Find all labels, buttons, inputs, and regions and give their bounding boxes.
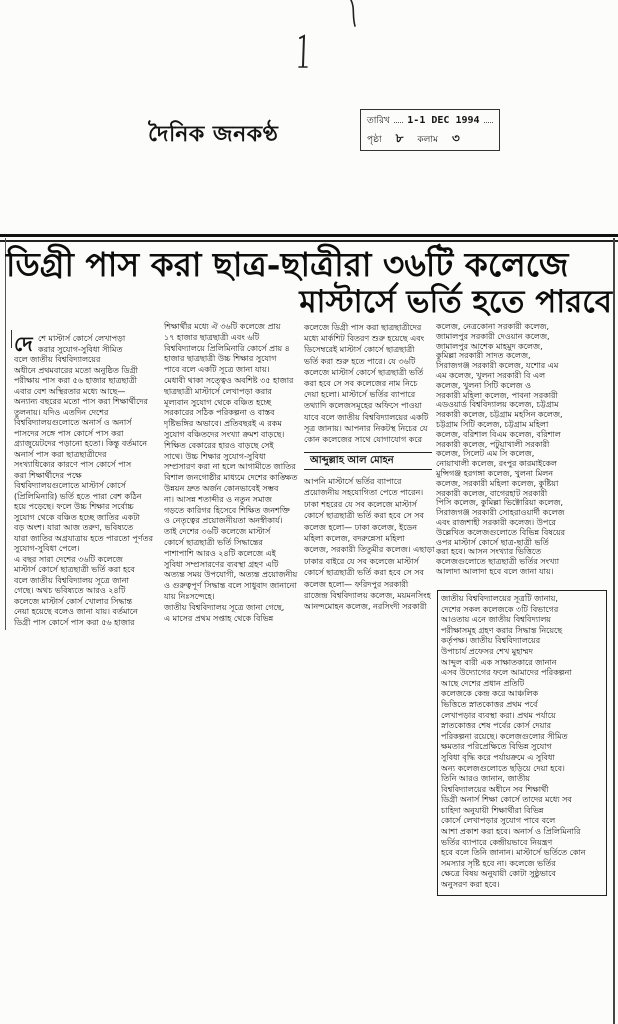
text-line: সংখ্যাধিক্যের কারণে পাস কোর্সে পাস xyxy=(14,460,132,469)
text-line: সমস্যার সৃষ্টি হবে না। কলেজে ভর্তির xyxy=(441,858,556,868)
headline-line-1: ডিগ্রী পাস করা ছাত্র-ছাত্রীরা ৩৬টি কলেজে xyxy=(6,245,569,284)
text-line: কলেজ, বরিশাল বিএম কলেজ, বরিশাল xyxy=(436,429,561,439)
text-line: মাস্টার্স কোর্সে ছাত্রছাত্রী ভর্তি করা হবে xyxy=(14,565,135,574)
text-line: সিরাজগঞ্জ সরকারী সোহরাওয়ার্দী কলেজ xyxy=(436,508,565,518)
text-line: বিশ্ববিদ্যালয়গুলোতে মাস্টার্স কোর্সে xyxy=(14,481,126,490)
text-line: লেখাপড়ার ব্যবস্থা করা। প্রথম পর্যায়ে xyxy=(441,710,556,720)
text-line: সূত্র জানায়। আপনার নিকটস্থ নিচের যে xyxy=(304,423,428,433)
text-line: আছে দেশের প্রধান প্রতিটি xyxy=(441,678,525,688)
text-line: ডিসেম্বরেই মাস্টার্স কোর্সে ছাত্রছাত্রী xyxy=(304,345,415,355)
stamp-column-value: ৩ xyxy=(452,131,460,145)
text-line: এ বছর সারা দেশের ৩৬টি কলেজে xyxy=(14,554,123,564)
text-line: যারা জাতির অগ্রযাত্রায় হতে পারতো পূর্ণতর xyxy=(14,533,154,543)
text-line: করা হবে সে সব কলেজের নাম নিচে xyxy=(304,378,418,388)
text-line: বলে জাতীয় বিশ্ববিদ্যালয় সূত্রে জানা xyxy=(14,575,129,585)
text-line: কলেজ, সিলেট এম সি কলেজ, xyxy=(436,449,535,459)
text-line: এবং রাজশাহী সরকারী কলেজ। উপরে xyxy=(436,517,556,527)
article-column-3-bottom xyxy=(304,476,435,616)
text-line: মহিলা কলেজ, বদরুন্নেসা মহিলা xyxy=(304,533,405,543)
stamp-page-value: ৮ xyxy=(395,131,404,145)
text-line: কলেজ, সরকারী মহিলা কলেজ, কুষ্টিয়া xyxy=(436,478,559,488)
text-line: প্রয়োজনীয় সহযোগিতা পেতে পারেন। xyxy=(304,488,424,498)
text-line: হাজার ছাত্রছাত্রী উচ্চ শিক্ষার সুযোগ xyxy=(164,354,277,364)
text-line: বলে জাতীয় বিশ্ববিদ্যালয়ের xyxy=(14,355,101,364)
text-line: উল্লেখিত কলেজগুলোতে বিভিন্ন বিষয়ের xyxy=(436,527,566,537)
text-line: সুযোগ বঞ্চিতদের সংখ্যা ক্রমশ বাড়ছে। xyxy=(164,429,285,439)
text-line: বিশ্ববিদ্যালয়ের অধীনে সব শিক্ষার্থী xyxy=(441,784,549,794)
text-line: তিনি আরও জানান, জাতীয় xyxy=(441,774,530,784)
headline-line-2: মাস্টার্সে ভর্তি হতে পারবে xyxy=(299,284,612,320)
text-line: ভিত্তিতে স্নাতকোত্তর প্রথম পর্বে xyxy=(441,699,538,709)
newspaper-masthead: দৈনিক জনকণ্ঠ xyxy=(148,121,279,147)
text-line: এডওয়ার্ড বিশ্ববিদ্যালয় কলেজ, চট্টগ্রাম xyxy=(436,400,559,410)
clipping-stamp xyxy=(360,109,500,151)
scan-edge-left xyxy=(5,238,6,630)
text-line: ঢাকা শহরের যে সব কলেজে মাস্টার্স xyxy=(304,499,417,509)
text-line: অনুসরণ করা হবে। xyxy=(441,880,500,890)
text-line: গেছে। অথচ ভবিষ্যতে আরও ২৪টি xyxy=(14,586,126,595)
text-line: তথ্যাদি কলেজসমূহের অফিসে পাওয়া xyxy=(304,401,422,411)
text-line: জাতীয় বিশ্ববিদ্যালয়ের সূত্রটি জানায়, xyxy=(441,594,558,603)
stamp-page-row xyxy=(367,130,493,147)
text-line: রাজেন্দ্র বিশ্ববিদ্যালয় কলেজ, ময়মনসিংহ xyxy=(304,590,431,600)
text-line: কলেজ, সরকারী তিতুমীর কলেজ। এছাড়া xyxy=(304,545,435,555)
text-line: গ্র্যাজুয়েটদের পড়ানো হতো। কিন্তু বর্তমানে xyxy=(14,439,148,448)
text-line: অন্য কলেজগুলোতে ছড়িয়ে দেয়া হবে। xyxy=(441,763,565,773)
text-line: আনন্দমোহন কলেজ, নরসিংদী সরকারী xyxy=(304,602,427,612)
text-line: ক্ষেত্রে বিষয় অনুযায়ী কোটা সুষ্ঠুভাবে xyxy=(441,869,556,879)
drop-cap: দে xyxy=(14,332,33,356)
text-line: ঢাকার বাইরে যে সব কলেজে মাস্টার্স xyxy=(304,556,419,566)
text-line: কলেজে মাস্টার্স কোর্স খোলার সিদ্ধান্ত xyxy=(14,596,133,606)
text-line: যায় নিঃসন্দেহে। xyxy=(164,591,215,601)
stamp-column-label: কলাম xyxy=(417,135,439,145)
text-line: ক্ষমতার পরিপ্রেক্ষিতে বিভিন্ন সুযোগ xyxy=(441,742,552,752)
article-column-4 xyxy=(436,322,610,580)
text-line: তুলনায়। যদিও এতদিন দেশের xyxy=(14,407,109,417)
stamp-date-value: 1-1 DEC 1994 xyxy=(407,115,480,126)
text-line: বিশ্ববিদ্যালয়গুলোতে অনার্স ও অনার্স xyxy=(14,418,132,427)
scan-edge-right xyxy=(613,238,615,1024)
text-line: কলেজ, খুলনা সিটি কলেজ ও xyxy=(436,380,531,390)
text-line: সরকারী কলেজ, পটুয়াখালী সরকারী xyxy=(436,439,550,449)
text-line: আশা প্রকাশ করা হবে। অনার্স ও প্রিলিমিনারি xyxy=(441,827,581,837)
text-line: চট্টগ্রাম সিটি কলেজ, চট্টগ্রাম মহিলা xyxy=(436,419,549,429)
handwritten-mark xyxy=(346,0,362,32)
text-line: সুবিধা সম্প্রসারণের ব্যবস্থা গ্রহণ এটি xyxy=(164,559,279,569)
text-line: গড়তে কারিগর হিসেবে শিক্ষিত জনশক্তি xyxy=(164,505,290,515)
text-line: এসব উদ্যোগের ফলে আমাদের পরিকল্পনা xyxy=(441,668,572,678)
text-line: শিক্ষার্থীর মধ্যে ঐ ৩৬টি কলেজে প্রায় xyxy=(164,322,281,331)
article-column-1 xyxy=(14,334,160,630)
text-line: করার সুযোগ-সুবিধা সীমিত xyxy=(38,344,123,354)
text-line: কোর্সে ছাত্রছাত্রী ভর্তি সিদ্ধান্তের xyxy=(164,537,263,547)
text-line: (প্রিলিমিনারি) ভর্তি হতে পারা বেশ কঠিন xyxy=(14,491,142,501)
stamp-page-label: পৃষ্ঠা xyxy=(367,135,382,145)
handwritten-mark xyxy=(292,34,314,70)
text-line: স্নাতকোত্তর শেষ পর্বের কোর্স দেয়ার xyxy=(441,721,552,731)
text-line: কোন কলেজের সাথে যোগাযোগ করে xyxy=(304,434,422,444)
text-line: শে মাস্টার্স কোর্সে লেখাপড়া xyxy=(38,334,126,343)
text-line: সরকারী মহিলা কলেজ, পাবনা সরকারী xyxy=(436,390,558,400)
text-line: আপনি মাস্টার্সে ভর্তির ব্যাপারে xyxy=(304,477,402,486)
text-line: কোর্সে লেখাপড়ার সুযোগ পাবে বলে xyxy=(441,816,556,826)
text-line: কলেজগুলোতে ছাত্রছাত্রী ভর্তির সংখ্যা xyxy=(436,557,560,567)
text-line: কোর্সে ছাত্রছাত্রী ভর্তি করা হবে সে সব xyxy=(304,511,425,521)
text-line: জামালপুর সরকারী দেওয়ান কলেজ, xyxy=(436,331,550,341)
text-line: অত্যন্ত সময় উপযোগী, অত্যন্ত প্রয়োজনীয় xyxy=(164,570,298,580)
text-line: ও গুরুত্বপূর্ণ সিদ্ধান্ত বলে সাধুবাদ জানানো xyxy=(164,581,297,591)
text-line: বড় অংশ। যারা আজ তরুণ, ভবিষ্যতে xyxy=(14,523,134,532)
text-line: ডিগ্রী অনার্স শিক্ষা কোর্সে তাদের মধ্যে সব xyxy=(441,795,572,805)
text-line: নেয়া হয়েছে বলেও জানা যায়। বর্তমানে xyxy=(14,607,138,616)
text-line: সম্প্রসারণ করা না হলে আগামীতে জাতির xyxy=(164,462,296,472)
text-line: এবার বেশ অস্থিরতার মধ্যে আছে— xyxy=(14,386,126,396)
text-line: পরিকল্পনা রয়েছে। কলেজগুলোর সীমিত xyxy=(441,731,568,741)
text-line: পরীক্ষাসমূহ গ্রহণ করার সিদ্ধান্ত নিয়েছে xyxy=(441,625,563,635)
text-line: সুযোগ-সুবিধা পেলে। xyxy=(14,544,80,553)
text-line: কলেজকে কেন্দ্র করে আঞ্চলিক xyxy=(441,689,539,699)
text-line: অধীনে প্রথমবারের মতো অনুষ্ঠিত ডিগ্রী xyxy=(14,365,138,375)
text-line: সুবিধা বৃদ্ধি করে পর্যায়ক্রমে এ সুবিধা xyxy=(441,752,555,762)
stamp-date-label: তারিখ xyxy=(367,116,390,126)
text-line: ও নেতৃত্বের প্রয়োজনীয়তা অনস্বীকার্য। xyxy=(164,516,283,526)
text-line: পিসি কলেজ, কুমিল্লা ভিক্টোরিয়া কলেজ, xyxy=(436,498,564,508)
text-line: জামালপুর আশেক মাহমুদ কলেজ, xyxy=(436,341,543,351)
stamp-date-row xyxy=(367,113,493,130)
text-line: ভর্তি করা শুরু হতে পারে। যে ৩৬টি xyxy=(304,356,416,366)
text-line: আলাদা আলাদা হবে বলে জানা যায়। xyxy=(436,566,554,576)
text-line: না। আসন্ন শতাব্দীর ও নতুন সমাজ xyxy=(164,494,272,504)
text-line: হয়ে পড়েছে। ফলে উচ্চ শিক্ষার সর্বোচ্চ xyxy=(14,502,134,511)
text-line: ১৭ হাজার ছাত্রছাত্রী এবং ৬টি xyxy=(164,332,260,342)
article-continuation-box xyxy=(437,590,607,896)
text-line: পরীক্ষায় পাস করা ৫৬ হাজার ছাত্রছাত্রী xyxy=(14,376,137,385)
text-line: কলেজ হলো— ঢাকা কলেজ, ইডেন xyxy=(304,522,418,532)
text-line: কলেজে ডিগ্রী পাস করা ছাত্রছাত্রীদের xyxy=(304,323,422,332)
text-line: উপাচার্য প্রফেসর শেখ মুহাম্মদ xyxy=(441,646,533,656)
text-line: পাবে বলে একটি সূত্রে জানা যায়। xyxy=(164,365,270,375)
text-line: কোর্সে ছাত্রছাত্রী ভর্তি করা হবে সে সব xyxy=(304,568,425,578)
text-line: মূল্যবান সুযোগ থেকে বঞ্চিত হচ্ছে xyxy=(164,397,272,407)
article-border xyxy=(11,330,12,348)
text-line: কুমিল্লা সরকারী সাদত কলেজ, xyxy=(436,351,531,361)
text-line: দেয়া হলো। মাস্টার্সে ভর্তির ব্যাপারে xyxy=(304,390,416,400)
text-line: দেশের সকল কলেজকে ৩টি বিভাগের xyxy=(441,604,559,614)
text-line: মধ্যে মার্কশিট বিতরণ শুরু হয়েছে এবং xyxy=(304,334,425,344)
text-line: জাতীয় বিশ্ববিদ্যালয় সূত্রে জানা গেছে, xyxy=(164,602,285,612)
text-line: তাই দেশের ৩৬টি কলেজে মাস্টার্স xyxy=(164,527,271,537)
text-line: সরকারের সঠিক পরিকল্পনা ও বাস্তব xyxy=(164,408,275,418)
text-line: ছাত্রছাত্রী মাস্টার্সে লেখাপড়া করার xyxy=(164,386,272,396)
text-line: সরকারী কলেজ, চট্টগ্রাম মহসিন কলেজ, xyxy=(436,410,563,420)
dotted-leader xyxy=(394,114,403,123)
text-line: করা হবে। আসন সংখ্যার ভিত্তিতে xyxy=(436,547,542,557)
text-line: এ মাসের প্রথম সপ্তাহ থেকে বিভিন্ন xyxy=(164,613,274,623)
text-line: পাশাপাশি আরও ২৪টি কলেজে এই xyxy=(164,548,276,558)
article-column-2 xyxy=(164,322,300,626)
text-line: করা শিক্ষার্থীদের পক্ষে xyxy=(14,470,82,480)
text-line: বিশাল জনগোষ্ঠীর মাধ্যমে দেশের কাঙ্ক্ষিত xyxy=(164,473,298,483)
text-line: কলেজে মাস্টার্স কোর্সে ছাত্রছাত্রী ভর্তি xyxy=(304,367,424,377)
text-line: পাসদের সঙ্গে পাস কোর্সে পাস করা xyxy=(14,428,124,438)
byline: আব্দুল্লাহ আল মোহন xyxy=(304,452,432,470)
text-line: মেধাবী থাকা সত্ত্বেও অবশিষ্ট ৩৫ হাজার xyxy=(164,375,294,385)
text-line: সুযোগ থেকে বঞ্চিত হচ্ছে জাতির একটা xyxy=(14,512,140,522)
text-line: চাহিদা অনুযায়ী শিক্ষার্থীরা বিভিন্ন xyxy=(441,805,544,815)
text-line: উন্নয়ন দ্রুত অর্জন কোনভাবেই সম্ভব xyxy=(164,483,279,493)
text-line: ডিগ্রী পাস কোর্সে পাস করা ৫৬ হাজার xyxy=(14,617,135,627)
text-line: এম কলেজ, খুলনা সরকারী বি এল xyxy=(436,370,546,380)
text-line: সাথে। উচ্চ শিক্ষার সুযোগ-সুবিধা xyxy=(164,451,266,461)
article-column-3-top xyxy=(304,322,432,448)
text-line: ভর্তির ব্যাপারে কেন্দ্রীয়ভাবে নিয়ন্ত্রণ xyxy=(441,837,553,847)
dotted-leader xyxy=(484,114,493,123)
text-line: কলেজ, নেত্রকোনা সরকারী কলেজ, xyxy=(436,322,549,331)
text-line: সরকারী কলেজ, বাগেরহাট সরকারী xyxy=(436,488,548,498)
text-line: দৃষ্টিভঙ্গির অভাবে। প্রতিবছরই এ রকম xyxy=(164,419,282,429)
text-line: শিক্ষিত বেকারের হারও বাড়ছে সেই xyxy=(164,440,274,450)
text-line: বিশ্ববিদ্যালয়ে প্রিলিমিনারি কোর্সে প্রায় ৪ xyxy=(164,343,290,353)
top-rule-thin xyxy=(0,240,618,242)
text-line: অন্যান্য বছরের মতো পাস করা শিক্ষার্থীদের xyxy=(14,397,148,406)
text-line: কলেজ হলো— ফরিদপুর সরকারী xyxy=(304,579,409,589)
text-line: হবে বলে তিনি জানান। মাস্টার্সে ভর্তিতে কোন xyxy=(441,848,586,858)
text-line: মুন্সিগঞ্জ হরগঙ্গা কলেজ, খুলনা মিলন xyxy=(436,468,553,478)
top-rule xyxy=(0,234,618,237)
text-line: অনার্স পাস করা ছাত্রছাত্রীদের xyxy=(14,449,107,459)
text-line: আব্দুল বারী এক সাক্ষাতকারে জানান xyxy=(441,657,557,667)
text-line: কর্তৃপক্ষ। জাতীয় বিশ্ববিদ্যালয়ের xyxy=(441,636,541,646)
text-line: আওতায় এনে জাতীয় বিশ্ববিদ্যালয় xyxy=(441,615,552,625)
text-line: নোয়াখালী কলেজ, রংপুর কারমাইকেল xyxy=(436,459,557,469)
text-line: ওপর মাস্টার্স কোর্সে ছাত্র-ছাত্রী ভর্তি xyxy=(436,537,549,547)
text-line: যাবে বলে জাতীয় বিশ্ববিদ্যালয়ের একটি xyxy=(304,412,429,422)
text-line: সিরাজগঞ্জ সরকারী কলেজ, যশোর এম xyxy=(436,361,559,371)
